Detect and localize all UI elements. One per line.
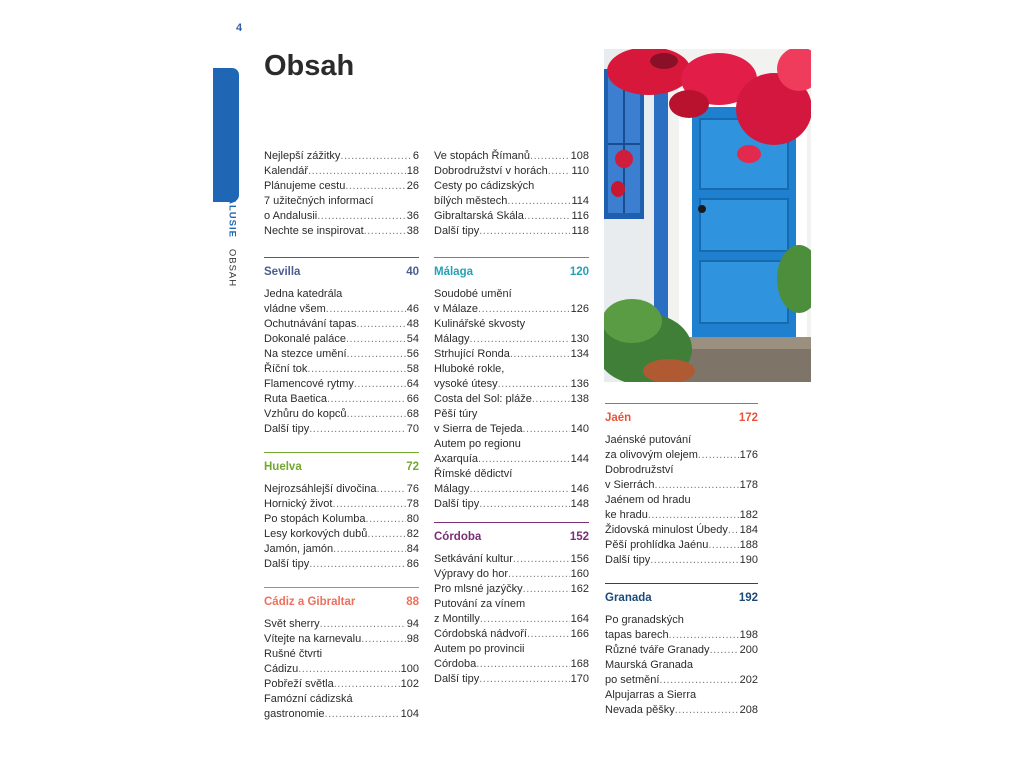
toc-entry-text: Gibraltarská Skála (434, 210, 524, 222)
toc-page-number: 190 (739, 554, 758, 566)
toc-page-number: 100 (400, 663, 419, 675)
dot-leader (524, 209, 571, 224)
toc-entry-text: Říční tok (264, 363, 308, 375)
toc-entry[interactable] (434, 437, 589, 467)
toc-entry-text: Nejlepší zážitky (264, 150, 341, 162)
section-page: 192 (738, 591, 758, 604)
toc-page-number: 94 (406, 618, 419, 630)
section-header-sevilla[interactable] (264, 257, 419, 285)
toc-entry-text: gastronomie (264, 708, 325, 720)
toc-entry-text: za olivovým olejem (605, 449, 698, 461)
toc-page-number: 108 (570, 150, 589, 162)
section-title: Granada (605, 591, 652, 604)
dot-leader (479, 224, 570, 239)
toc-entry[interactable] (605, 688, 758, 718)
toc-entry-text: Axarquía (434, 453, 479, 465)
toc-page-number: 80 (406, 513, 419, 525)
section-granada (605, 583, 758, 718)
dot-leader (508, 567, 570, 582)
toc-page-number: 134 (570, 348, 589, 360)
dot-leader (480, 612, 570, 627)
toc-entry-text: ke hradu (605, 509, 648, 521)
toc-page-number: 46 (406, 303, 419, 315)
section-page: 152 (569, 530, 589, 543)
section-header-cordoba[interactable] (434, 522, 589, 550)
toc-entry-text: Pěší prohlídka Jaénu (605, 539, 709, 551)
toc-entry[interactable] (264, 482, 419, 497)
toc-page-number: 118 (571, 225, 589, 237)
toc-entry[interactable] (264, 692, 419, 722)
dot-leader (728, 523, 739, 538)
toc-entry[interactable] (434, 287, 589, 317)
toc-entry[interactable] (605, 658, 758, 688)
toc-entry-text: Vítejte na karnevalu (264, 633, 362, 645)
toc-page-number: 76 (406, 483, 419, 495)
toc-page-number: 86 (406, 558, 419, 570)
toc-page-number: 26 (406, 180, 419, 192)
toc-page-number: 144 (570, 453, 589, 465)
dot-leader (530, 149, 570, 164)
dot-leader (317, 209, 406, 224)
toc-entry-text: Svět sherry (264, 618, 320, 630)
toc-entry-text: Soudobé umění (434, 288, 512, 300)
toc-entry[interactable] (434, 164, 589, 179)
section-page: 40 (406, 265, 419, 278)
toc-page-number: 68 (406, 408, 419, 420)
dot-leader (361, 632, 406, 647)
toc-entry-text: vysoké útesy (434, 378, 498, 390)
toc-page-number: 78 (406, 498, 419, 510)
dot-leader (340, 149, 411, 164)
toc-page-number: 82 (406, 528, 419, 540)
section-header-jaen[interactable] (605, 403, 758, 431)
toc-entry-text: Córdobská nádvoří (434, 628, 527, 640)
toc-page-number: 48 (406, 318, 419, 330)
toc-page-number: 160 (570, 568, 589, 580)
running-header (227, 174, 238, 374)
dot-leader (675, 703, 739, 718)
section-header-malaga[interactable] (434, 257, 589, 285)
intro2-list (434, 149, 589, 239)
entry-list (434, 552, 589, 687)
section-header-granada[interactable] (605, 583, 758, 611)
toc-page-number: 146 (570, 483, 589, 495)
toc-entry-text: Famózní cádizská (264, 693, 353, 705)
toc-entry-text: Kalendář (264, 165, 309, 177)
dot-leader (513, 552, 570, 567)
toc-entry-text: Na stezce umění (264, 348, 347, 360)
dot-leader (345, 179, 405, 194)
toc-entry-text: Jedna katedrála (264, 288, 343, 300)
entry-list (264, 287, 419, 437)
toc-entry[interactable] (434, 209, 589, 224)
toc-entry-text: Setkávání kultur (434, 553, 513, 565)
toc-entry[interactable] (434, 467, 589, 497)
toc-entry[interactable] (434, 497, 589, 512)
blue-door-photo (604, 49, 811, 382)
section-cadiz (264, 587, 419, 722)
toc-entry[interactable] (264, 377, 419, 392)
toc-entry-text: Strhující Ronda (434, 348, 510, 360)
toc-entry-text: Dokonalé paláce (264, 333, 346, 345)
toc-page-number: 140 (570, 423, 589, 435)
toc-page-number: 198 (739, 629, 758, 641)
toc-entry-text: Cesty po cádizských (434, 180, 535, 192)
toc-page-number: 18 (406, 165, 419, 177)
toc-column-1 (264, 147, 419, 239)
dot-leader (377, 482, 406, 497)
toc-entry[interactable] (434, 224, 589, 239)
toc-page-number: 208 (739, 704, 758, 716)
dot-leader (659, 673, 738, 688)
toc-page-number: 136 (570, 378, 589, 390)
toc-page-number: 58 (406, 363, 419, 375)
toc-entry[interactable] (264, 164, 419, 179)
toc-entry[interactable] (264, 647, 419, 677)
toc-entry[interactable] (264, 179, 419, 194)
dot-leader (523, 582, 570, 597)
dot-leader (325, 707, 400, 722)
toc-entry-text: Další tipy (434, 498, 480, 510)
toc-entry[interactable] (434, 179, 589, 209)
entry-list (264, 482, 419, 572)
toc-entry-text: Pro mlsné jazýčky (434, 583, 523, 595)
toc-entry-text: Autem po provincii (434, 643, 525, 655)
toc-page-number: 98 (406, 633, 419, 645)
dot-leader (655, 478, 739, 493)
section-sevilla (264, 257, 419, 437)
dot-leader (698, 448, 739, 463)
dot-leader (479, 497, 569, 512)
section-title: Huelva (264, 460, 302, 473)
entry-list (605, 433, 758, 568)
toc-entry-text: Pěší túry (434, 408, 478, 420)
dot-leader (346, 332, 406, 347)
toc-entry-text: v Sierrách (605, 479, 655, 491)
toc-entry[interactable] (264, 542, 419, 557)
toc-page-number: 148 (570, 498, 589, 510)
section-jaen (605, 403, 758, 568)
toc-entry[interactable] (605, 493, 758, 523)
toc-entry-text: Maurská Granada (605, 659, 694, 671)
section-cordoba (434, 522, 589, 687)
toc-entry[interactable] (434, 597, 589, 627)
toc-entry-text: Lesy korkových dubů (264, 528, 368, 540)
dot-leader (648, 508, 739, 523)
toc-page-number: 102 (400, 678, 419, 690)
toc-page-number: 200 (739, 644, 758, 656)
toc-entry-text: Vzhůru do kopců (264, 408, 347, 420)
section-title: Málaga (434, 265, 473, 278)
toc-page-number: 202 (739, 674, 758, 686)
toc-entry-text: Po granadských (605, 614, 684, 626)
toc-entry[interactable] (264, 422, 419, 437)
toc-entry-text: po setmění (605, 674, 660, 686)
toc-entry-text: Ve stopách Římanů (434, 150, 531, 162)
dot-leader (347, 347, 406, 362)
toc-entry-text: Alpujarras a Sierra (605, 689, 697, 701)
section-malaga (434, 257, 589, 512)
dot-leader (476, 657, 569, 672)
dot-leader (326, 302, 406, 317)
toc-entry-text: Plánujeme cestu (264, 180, 346, 192)
dot-leader (522, 422, 569, 437)
toc-entry-text: Další tipy (434, 673, 480, 685)
dot-leader (532, 392, 570, 407)
section-title: Sevilla (264, 265, 301, 278)
toc-entry-text: Různé tváře Granady (605, 644, 710, 656)
toc-page-number: 164 (570, 613, 589, 625)
toc-entry-text: Jaénem od hradu (605, 494, 691, 506)
section-header-huelva[interactable] (264, 452, 419, 480)
toc-entry[interactable] (434, 347, 589, 362)
dot-leader (479, 672, 569, 687)
toc-entry[interactable] (264, 224, 419, 239)
dot-leader (308, 164, 406, 179)
toc-entry[interactable] (605, 553, 758, 568)
toc-page-number: 104 (400, 708, 419, 720)
toc-page-number: 56 (406, 348, 419, 360)
toc-entry[interactable] (605, 643, 758, 658)
dot-leader (507, 194, 570, 209)
section-title: Jaén (605, 411, 632, 424)
toc-entry-text: Další tipy (264, 558, 310, 570)
toc-entry[interactable] (434, 407, 589, 437)
toc-entry-text: Dobrodružství v horách (434, 165, 548, 177)
toc-entry-text: Kulinářské skvosty (434, 318, 526, 330)
toc-entry[interactable] (264, 392, 419, 407)
toc-entry[interactable] (434, 567, 589, 582)
toc-entry[interactable] (264, 617, 419, 632)
entry-list (605, 613, 758, 718)
dot-leader (710, 643, 739, 658)
toc-entry[interactable] (434, 362, 589, 392)
toc-page-number: 166 (570, 628, 589, 640)
toc-column-2 (434, 147, 589, 239)
dot-leader (309, 557, 406, 572)
toc-entry[interactable] (605, 433, 758, 463)
toc-page-number: 110 (571, 165, 589, 177)
dot-leader (298, 662, 399, 677)
running-header-book: ANDALUSIE (226, 173, 238, 238)
dot-leader (527, 627, 570, 642)
dot-leader (510, 347, 570, 362)
toc-page-number: 36 (406, 210, 419, 222)
toc-entry[interactable] (605, 538, 758, 553)
toc-entry-text: Costa del Sol: pláže (434, 393, 532, 405)
toc-entry-text: Rušné čtvrti (264, 648, 323, 660)
toc-entry[interactable] (434, 627, 589, 642)
toc-entry[interactable] (264, 194, 419, 224)
toc-entry[interactable] (264, 287, 419, 317)
toc-entry-text: 7 užitečných informací (264, 195, 374, 207)
dot-leader (469, 482, 569, 497)
toc-page-number: 84 (406, 543, 419, 555)
dot-leader (478, 302, 570, 317)
toc-entry-text: Výpravy do hor (434, 568, 508, 580)
toc-page-number: 162 (570, 583, 589, 595)
toc-entry[interactable] (264, 149, 419, 164)
page-number: 4 (236, 22, 243, 34)
running-header-section: OBSAH (226, 248, 238, 288)
toc-entry-text: Po stopách Kolumba (264, 513, 366, 525)
toc-page-number: 38 (406, 225, 419, 237)
dot-leader (333, 542, 406, 557)
page-title: Obsah (264, 50, 355, 82)
toc-entry[interactable] (264, 677, 419, 692)
toc-entry-text: Autem po regionu (434, 438, 521, 450)
dot-leader (669, 628, 739, 643)
toc-page-number: 114 (571, 195, 589, 207)
toc-entry-text: Córdoba (434, 658, 477, 670)
toc-entry-text: Nevada pěšky (605, 704, 675, 716)
toc-entry[interactable] (264, 557, 419, 572)
entry-list (434, 287, 589, 512)
dot-leader (356, 317, 405, 332)
dot-leader (650, 553, 738, 568)
toc-entry-text: o Andalusii (264, 210, 318, 222)
section-page: 172 (738, 411, 758, 424)
toc-page-number: 168 (570, 658, 589, 670)
toc-entry[interactable] (605, 613, 758, 643)
toc-entry-text: tapas barech (605, 629, 669, 641)
toc-entry[interactable] (264, 407, 419, 422)
section-page: 72 (406, 460, 419, 473)
dot-leader (354, 377, 406, 392)
dot-leader (469, 332, 569, 347)
toc-page-number: 70 (406, 423, 419, 435)
toc-entry-text: Další tipy (264, 423, 310, 435)
toc-entry-text: Nejrozsáhlejší divočina (264, 483, 377, 495)
dot-leader (309, 422, 406, 437)
toc-page-number: 188 (739, 539, 758, 551)
toc-page-number: 6 (412, 150, 419, 162)
toc-entry-text: Cádizu (264, 663, 299, 675)
toc-entry-text: Římské dědictví (434, 468, 513, 480)
intro-list (264, 149, 419, 239)
toc-entry[interactable] (264, 317, 419, 332)
toc-entry-text: Další tipy (434, 225, 480, 237)
dot-leader (327, 392, 406, 407)
toc-page-number: 182 (739, 509, 758, 521)
toc-entry-text: Ochutnávání tapas (264, 318, 357, 330)
toc-entry[interactable] (264, 512, 419, 527)
dot-leader (366, 512, 406, 527)
toc-page-number: 54 (406, 333, 419, 345)
toc-entry-text: Pobřeží světla (264, 678, 334, 690)
toc-entry[interactable] (434, 149, 589, 164)
toc-entry-text: Hornický život (264, 498, 333, 510)
toc-entry-text: Málagy (434, 483, 470, 495)
toc-entry[interactable] (264, 362, 419, 377)
toc-entry-text: bílých městech (434, 195, 508, 207)
toc-page-number: 116 (571, 210, 589, 222)
entry-list (264, 617, 419, 722)
section-header-cadiz[interactable] (264, 587, 419, 615)
toc-entry-text: Nechte se inspirovat (264, 225, 364, 237)
toc-entry[interactable] (264, 347, 419, 362)
dot-leader (548, 164, 571, 179)
section-huelva (264, 452, 419, 572)
toc-entry-text: Ruta Baetica (264, 393, 327, 405)
toc-page-number: 64 (406, 378, 419, 390)
toc-entry[interactable] (605, 463, 758, 493)
dot-leader (347, 407, 406, 422)
toc-entry[interactable] (434, 582, 589, 597)
toc-entry-text: vládne všem (264, 303, 326, 315)
toc-entry-text: Flamencové rytmy (264, 378, 354, 390)
toc-entry[interactable] (434, 392, 589, 407)
dot-leader (320, 617, 406, 632)
toc-page-number: 126 (570, 303, 589, 315)
dot-leader (307, 362, 405, 377)
toc-entry-text: Jaénské putování (605, 434, 692, 446)
toc-entry-text: Další tipy (605, 554, 651, 566)
dot-leader (334, 677, 400, 692)
dot-leader (708, 538, 738, 553)
toc-entry[interactable] (434, 317, 589, 347)
toc-entry[interactable] (434, 672, 589, 687)
toc-entry-text: v Málaze (434, 303, 479, 315)
toc-page-number: 178 (739, 479, 758, 491)
toc-page-number: 130 (570, 333, 589, 345)
toc-entry-text: z Montilly (434, 613, 480, 625)
toc-entry-text: Hluboké rokle, (434, 363, 505, 375)
toc-entry[interactable] (434, 642, 589, 672)
toc-entry[interactable] (434, 552, 589, 567)
toc-entry[interactable] (264, 527, 419, 542)
toc-page-number: 184 (739, 524, 758, 536)
dot-leader (478, 452, 570, 467)
toc-entry-text: Jamón, jamón (264, 543, 334, 555)
toc-page-number: 156 (570, 553, 589, 565)
toc-entry[interactable] (264, 632, 419, 647)
toc-page-number: 170 (570, 673, 589, 685)
toc-entry[interactable] (264, 497, 419, 512)
dot-leader (498, 377, 570, 392)
dot-leader (332, 497, 405, 512)
toc-page-number: 138 (570, 393, 589, 405)
toc-entry-text: Dobrodružství (605, 464, 674, 476)
section-title: Cádiz a Gibraltar (264, 595, 356, 608)
toc-entry[interactable] (605, 523, 758, 538)
toc-entry[interactable] (264, 332, 419, 347)
toc-entry-text: v Sierra de Tejeda (434, 423, 523, 435)
section-page: 120 (569, 265, 589, 278)
toc-entry-text: Málagy (434, 333, 470, 345)
section-title: Córdoba (434, 530, 482, 543)
toc-entry-text: Putování za vínem (434, 598, 526, 610)
toc-page-number: 66 (406, 393, 419, 405)
dot-leader (364, 224, 406, 239)
toc-page-number: 176 (739, 449, 758, 461)
dot-leader (367, 527, 405, 542)
toc-entry-text: Židovská minulost Úbedy (605, 524, 728, 536)
section-page: 88 (406, 595, 419, 608)
